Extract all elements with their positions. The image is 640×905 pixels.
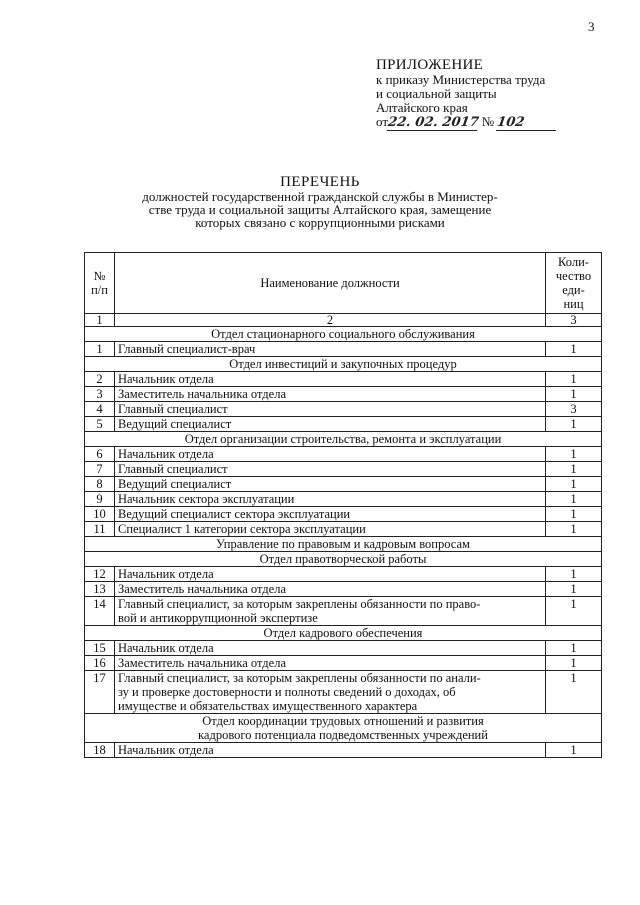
table-row xyxy=(85,582,602,597)
section-title xyxy=(85,357,602,372)
positions-table xyxy=(84,252,602,758)
row-number: 16 xyxy=(85,656,115,671)
position-name-line: Начальник отдела xyxy=(118,372,214,386)
handwritten-number: 102 xyxy=(496,116,558,131)
table-row xyxy=(85,387,602,402)
unit-count: 1 xyxy=(546,567,602,582)
unit-count: 1 xyxy=(546,656,602,671)
row-number: 7 xyxy=(85,462,115,477)
unit-count: 1 xyxy=(546,477,602,492)
annex-line: и социальной защиты xyxy=(376,86,497,101)
table-row xyxy=(85,656,602,671)
unit-count: 1 xyxy=(546,372,602,387)
position-name-line: Начальник сектора эксплуатации xyxy=(118,492,295,506)
handwritten-date: 22. 02. 2017 xyxy=(387,115,480,130)
section-row xyxy=(85,357,602,372)
position-name-line: Начальник отдела xyxy=(118,743,214,757)
header-num-line: № xyxy=(93,269,106,283)
position-name xyxy=(115,522,546,537)
position-name-line: Главный специалист xyxy=(118,462,228,476)
table-row xyxy=(85,507,602,522)
table-row xyxy=(85,567,602,582)
index-cell: 2 xyxy=(115,314,546,327)
row-number: 5 xyxy=(85,417,115,432)
row-number: 15 xyxy=(85,641,115,656)
section-title-line: кадрового потенциала подведомственных учреждений xyxy=(198,728,488,742)
section-title xyxy=(85,626,602,641)
table-body xyxy=(85,327,602,758)
unit-count: 1 xyxy=(546,597,602,626)
position-name xyxy=(115,372,546,387)
position-name-line: Ведущий специалист сектора эксплуатации xyxy=(118,507,351,521)
section-title-line: Отдел инвестиций и закупочных процедур xyxy=(229,357,457,371)
unit-count: 1 xyxy=(546,507,602,522)
table-row xyxy=(85,671,602,714)
row-number: 13 xyxy=(85,582,115,597)
title-line: которых связано с коррупционными рисками xyxy=(195,215,445,230)
table-row xyxy=(85,417,602,432)
position-name-line: Ведущий специалист xyxy=(118,477,232,491)
position-name-line: Главный специалист-врач xyxy=(118,342,256,356)
section-row xyxy=(85,432,602,447)
row-number: 14 xyxy=(85,597,115,626)
unit-count: 1 xyxy=(546,447,602,462)
unit-count: 1 xyxy=(546,522,602,537)
section-title-line: Отдел координации трудовых отношений и развития xyxy=(202,714,484,728)
position-name xyxy=(115,671,546,714)
position-name xyxy=(115,342,546,357)
title-heading: ПЕРЕЧЕНЬ xyxy=(280,174,360,190)
table-row xyxy=(85,462,602,477)
position-name-line: зу и проверке достоверности и полноты сведений о доходах, об xyxy=(118,685,456,699)
table-row xyxy=(85,522,602,537)
row-number: 9 xyxy=(85,492,115,507)
index-cell: 3 xyxy=(546,314,602,327)
section-row xyxy=(85,552,602,567)
position-name xyxy=(115,462,546,477)
unit-count: 1 xyxy=(546,387,602,402)
unit-count: 1 xyxy=(546,641,602,656)
section-row xyxy=(85,537,602,552)
header-qty-line: ниц xyxy=(563,297,584,311)
section-row xyxy=(85,327,602,342)
section-row xyxy=(85,626,602,641)
table-row xyxy=(85,743,602,758)
section-title xyxy=(85,432,602,447)
section-title-line: Отдел организации строительства, ремонта и эксплуатации xyxy=(184,432,502,446)
position-name xyxy=(115,582,546,597)
annex-date-line xyxy=(376,115,557,131)
unit-count: 1 xyxy=(546,462,602,477)
section-title xyxy=(85,537,602,552)
unit-count: 1 xyxy=(546,743,602,758)
table-header-row xyxy=(85,253,602,314)
header-qty xyxy=(546,253,602,314)
column-index-row xyxy=(85,314,602,327)
header-qty-line: еди- xyxy=(562,283,585,297)
position-name xyxy=(115,641,546,656)
table-row xyxy=(85,372,602,387)
position-name xyxy=(115,656,546,671)
section-title xyxy=(85,327,602,342)
index-cell: 1 xyxy=(85,314,115,327)
position-name xyxy=(115,743,546,758)
row-number: 18 xyxy=(85,743,115,758)
position-name-line: Заместитель начальника отдела xyxy=(118,387,286,401)
position-name-line: Заместитель начальника отдела xyxy=(118,582,286,596)
position-name xyxy=(115,567,546,582)
unit-count: 1 xyxy=(546,342,602,357)
row-number: 6 xyxy=(85,447,115,462)
annex-block xyxy=(376,58,557,131)
date-prefix: от xyxy=(376,114,389,129)
position-name-line: Главный специалист xyxy=(118,402,228,416)
row-number: 4 xyxy=(85,402,115,417)
header-qty-line: Коли- xyxy=(558,255,589,269)
section-title xyxy=(85,552,602,567)
unit-count: 1 xyxy=(546,492,602,507)
table-row xyxy=(85,492,602,507)
section-title-line: Отдел кадрового обеспечения xyxy=(263,626,423,640)
title-line: стве труда и социальной защиты Алтайского края, замещение xyxy=(148,202,492,217)
row-number: 10 xyxy=(85,507,115,522)
position-name-line: Специалист 1 категории сектора эксплуатации xyxy=(118,522,366,536)
position-name-line: Начальник отдела xyxy=(118,447,214,461)
document-title xyxy=(100,176,540,229)
header-num xyxy=(85,253,115,314)
row-number: 8 xyxy=(85,477,115,492)
table-row xyxy=(85,597,602,626)
title-line: должностей государственной гражданской службы в Министер- xyxy=(142,189,498,204)
position-name-line: Ведущий специалист xyxy=(118,417,232,431)
position-name-line: Начальник отдела xyxy=(118,567,214,581)
section-row xyxy=(85,714,602,743)
position-name-line: Главный специалист, за которым закреплены обязанности по анали- xyxy=(118,671,481,685)
position-name-line: Главный специалист, за которым закреплены обязанности по право- xyxy=(118,597,481,611)
position-name xyxy=(115,447,546,462)
unit-count: 1 xyxy=(546,582,602,597)
position-name xyxy=(115,402,546,417)
position-name-line: Заместитель начальника отдела xyxy=(118,656,286,670)
unit-count: 1 xyxy=(546,417,602,432)
position-name xyxy=(115,492,546,507)
position-name-line: Начальник отдела xyxy=(118,641,214,655)
table-row xyxy=(85,342,602,357)
table-row xyxy=(85,447,602,462)
position-name-line: вой и антикоррупционной экспертизе xyxy=(118,611,318,625)
table-row xyxy=(85,402,602,417)
section-title-line: Отдел стационарного социального обслуживания xyxy=(211,327,475,341)
header-qty-line: чество xyxy=(555,269,592,283)
annex-line: Алтайского края xyxy=(376,100,468,115)
annex-heading: ПРИЛОЖЕНИЕ xyxy=(376,57,484,73)
unit-count: 1 xyxy=(546,671,602,714)
position-name-line: имуществе и обязательствах имущественного характера xyxy=(118,699,418,713)
section-title xyxy=(85,714,602,743)
position-name xyxy=(115,417,546,432)
row-number: 12 xyxy=(85,567,115,582)
position-name xyxy=(115,387,546,402)
position-name xyxy=(115,597,546,626)
section-title-line: Управление по правовым и кадровым вопросам xyxy=(216,537,470,551)
unit-count: 3 xyxy=(546,402,602,417)
position-name xyxy=(115,507,546,522)
number-prefix: № xyxy=(481,114,495,129)
section-title-line: Отдел правотворческой работы xyxy=(259,552,427,566)
row-number: 11 xyxy=(85,522,115,537)
row-number: 3 xyxy=(85,387,115,402)
table-row xyxy=(85,641,602,656)
page-number: 3 xyxy=(588,19,595,34)
row-number: 17 xyxy=(85,671,115,714)
position-name xyxy=(115,477,546,492)
row-number: 1 xyxy=(85,342,115,357)
table-row xyxy=(85,477,602,492)
row-number: 2 xyxy=(85,372,115,387)
header-num-line: п/п xyxy=(91,283,108,297)
header-name: Наименование должности xyxy=(115,253,546,314)
annex-line: к приказу Министерства труда xyxy=(376,72,546,87)
